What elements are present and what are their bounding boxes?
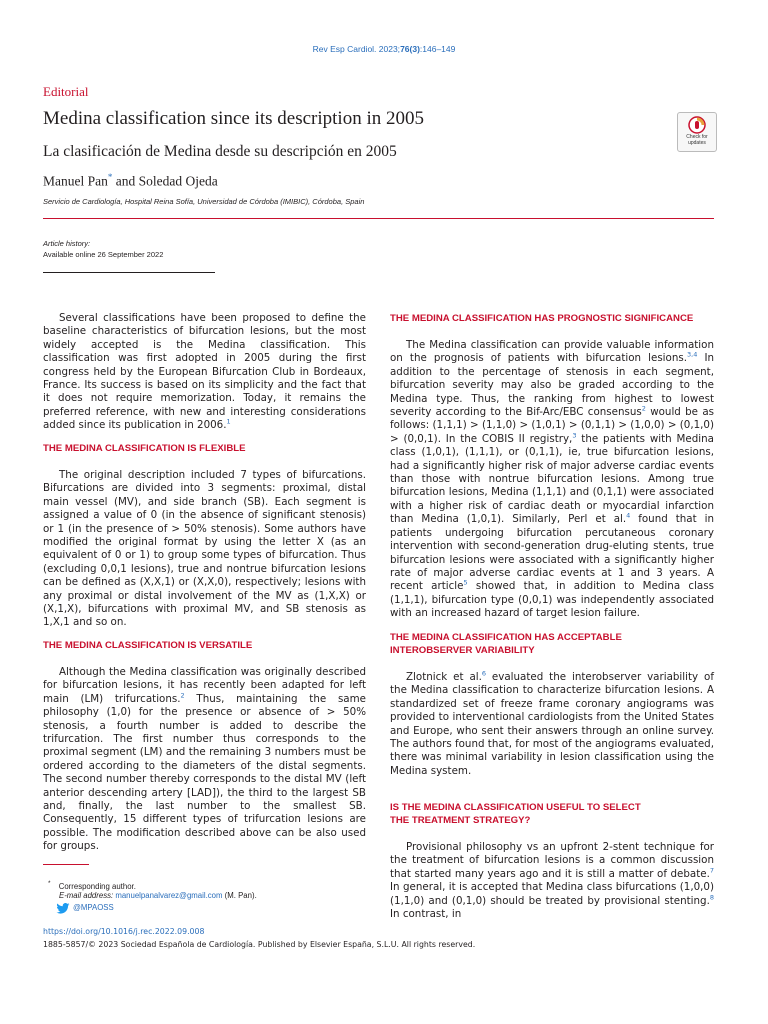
heading-line: THE MEDINA CLASSIFICATION HAS ACCEPTABLE [390, 632, 622, 643]
article-title: Medina classification since its description in 2005 [43, 108, 424, 129]
heading-line: IS THE MEDINA CLASSIFICATION USEFUL TO SELECT [390, 802, 641, 813]
heading-line: INTEROBSERVER VARIABILITY [390, 644, 535, 656]
versatile-text-cont: Thus, maintaining the same philosophy (1,0) for the presence or absence of > 50% stenosis, a fourth number is added to describe the trifurcation. The first number thus corresponds to the proximal segment (LM) and the remaining 3 numbers must be ordered according to the diameters of the distal segments. The second number thereby corresponds to the distal MV (left anterior descending artery [LAD]), the third to the largest SB and, finally, the last number to the smallest SB. Consequently, 15 different types of trifurcation lesions are possible. The modification described above can be also used for groups. [43, 692, 366, 853]
author-list [43, 172, 218, 190]
reference-link[interactable]: 1 [226, 417, 231, 426]
interobserver-text: Zlotnick et al. [406, 671, 482, 683]
reference-link[interactable]: 4 [626, 511, 631, 520]
journal-pages: :146–149 [419, 44, 456, 54]
versatile-text: Although the Medina classification was originally described for bifurcation lesions, it has recently been adapted for left main (LM) trifurcations. [43, 666, 366, 705]
paragraph-flexible [43, 469, 366, 630]
interobserver-text-b: evaluated the interobserver variability of the Medina classification to characterize bifurcation lesions. A standardized set of freeze frame coronary angiograms was provided to interventional cardiologists from the United States and Europe, who sent their answers through an online survey. The authors found that, for most of the angiograms evaluated, there was minimal variability in lesion classification using the Medina system. [390, 671, 714, 777]
history-divider [43, 272, 215, 273]
email-label: E-mail address: [59, 891, 114, 900]
prognostic-text-c: would be as follows: (1,1,1) > (1,1,0) > (1,0,1) > (0,1,1) > (1,0,0) > (0,1,0) > (0,0,1). In the COBIS II registry, [390, 406, 714, 445]
reference-link[interactable]: 7 [709, 866, 714, 875]
intro-text: Several classifications have been proposed to define the baseline characteristics of bifurcation lesions, but the most widely accepted is the Medina classification. This classification was first adopted in 2005 during the first congress held by the European Bifurcation Club in Bordeaux, France. Its success is based on its simplicity and the fact that it does not require memorization. Today, it remains the preferred reference, with new and interesting considerations added since its publication in 2006. [43, 312, 366, 432]
doi-link[interactable]: https://doi.org/10.1016/j.rec.2022.09.008 [43, 927, 205, 936]
section-heading-versatile: THE MEDINA CLASSIFICATION IS VERSATILE [43, 640, 253, 651]
twitter-footnote [56, 902, 114, 914]
article-history-date: Available online 26 September 2022 [43, 250, 164, 259]
header-divider [43, 218, 714, 219]
prognostic-text-d: the patients with Medina class (1,0,1), (1,1,1), or (0,1,1), ie, true bifurcation lesions, had a significantly higher risk of major adverse cardiac events than those with nontrue bifurcation lesions. Among true bifurcation lesions, Medina (1,1,1) and (0,1,1) were associated with a higher risk of cardiac death or myocardial infarction than Medina (1,0,1). Similarly, Perl et al. [390, 432, 714, 526]
affiliation: Servicio de Cardiología, Hospital Reina Sofía, Universidad de Córdoba (IMIBIC), Córdoba, Spain [43, 197, 365, 206]
paragraph-interobserver [390, 671, 714, 778]
paragraph-versatile [43, 666, 366, 854]
prognostic-text-b: In addition to the percentage of stenosis in each segment, bifurcation severity may also be graded according to the Medina type. Thus, the ranking from highest to lowest severity according to the Bif-Arc/EBC consensus [390, 352, 715, 419]
flexible-text: The original description included 7 types of bifurcations. Bifurcations are divided into 3 segments: proximal, distal main vessel (MV), and side branch (SB). Each segment is assigned a value of 0 (in the absence of significant stenosis) or 1 (in the presence of > 50% stenosis). Some authors have modified the original format by using the letter X (as an equivalent of 0 or 1) to group some types of bifurcation. Thus (excluding 0,0,1 lesions), true and nontrue bifurcation lesions can be defined as (X,X,1) or (X,X,0), respectively; lesions with any proximal or distal involvement of the MV as (1,X,X) or (X,1,X), bifurcations with proximal MV, and SB stenosis as 1,X,1 and so on. [43, 469, 366, 629]
corresponding-author-link[interactable]: * [107, 172, 113, 182]
footnote-mark: * [48, 880, 51, 887]
corresponding-label: Corresponding author. [58, 881, 136, 891]
email-footnote [59, 890, 257, 902]
reference-link[interactable]: 2 [180, 691, 185, 700]
section-heading-interobserver [390, 632, 714, 657]
reference-link[interactable]: 3,4 [687, 350, 698, 359]
prognostic-text-f: showed that, in addition to Medina class (1,1,1), bifurcation type (0,0,1) was independently associated with an increased hazard of target lesion failure. [390, 580, 714, 620]
email-link[interactable]: manuelpanalvarez@gmail.com [115, 891, 223, 900]
section-heading-prognostic: THE MEDINA CLASSIFICATION HAS PROGNOSTIC SIGNIFICANCE [390, 313, 694, 324]
reference-link[interactable]: 6 [481, 669, 487, 678]
treatment-text: Provisional philosophy vs an upfront 2-stent technique for the treatment of bifurcation lesions is a common discussion that started many years ago and it is still a matter of debate. [390, 841, 714, 880]
section-label: Editorial [43, 84, 89, 99]
twitter-bird-icon [56, 903, 70, 914]
article-history-label: Article history: [43, 239, 91, 248]
journal-volume: 76(3) [400, 44, 420, 54]
check-for-updates-button[interactable] [677, 112, 717, 152]
section-heading-flexible: THE MEDINA CLASSIFICATION IS FLEXIBLE [43, 443, 246, 454]
reference-link[interactable]: 8 [709, 893, 714, 902]
reference-link[interactable]: 2 [641, 404, 646, 413]
check-updates-label: Check for updates [686, 134, 708, 146]
check-updates-icon [688, 116, 706, 134]
treatment-text-c: In contrast, in [390, 908, 462, 921]
twitter-handle-link[interactable]: @MPAOSS [73, 903, 114, 912]
author-name: Manuel Pan [43, 173, 108, 189]
author-name-2: and Soledad Ojeda [112, 173, 218, 189]
section-heading-treatment [390, 802, 714, 827]
paragraph-treatment [390, 841, 714, 921]
copyright-notice: 1885-5857/© 2023 Sociedad Española de Cardiología. Published by Elsevier España, S.L.U. All rights reserved. [43, 940, 476, 949]
treatment-text-b: In general, it is accepted that Medina class bifurcations (1,0,0) (1,1,0) and (0,1,0) should be treated by provisional stenting. [390, 881, 714, 907]
journal-name: Rev Esp Cardiol. 2023; [312, 44, 401, 54]
prognostic-text-e: found that in patients undergoing bifurcation percutaneous coronary intervention with second-generation drug-eluting stents, true bifurcation lesions were associated with a significantly higher rate of major adverse cardiac events at 1 and 3 years. A recent article [390, 513, 714, 593]
journal-citation[interactable] [0, 44, 768, 54]
intro-paragraph [43, 312, 366, 433]
reference-link[interactable]: 5 [463, 578, 468, 587]
heading-line: THE TREATMENT STRATEGY? [390, 814, 531, 826]
prognostic-text: The Medina classification can provide valuable information on the prognosis of patients with bifurcation lesions. [390, 339, 714, 365]
reference-link[interactable]: 3 [572, 431, 577, 440]
email-suffix: (M. Pan). [222, 891, 257, 900]
footnote-divider [43, 864, 89, 865]
paragraph-prognostic [390, 339, 714, 621]
article-title-spanish: La clasificación de Medina desde su descripción en 2005 [43, 143, 397, 160]
